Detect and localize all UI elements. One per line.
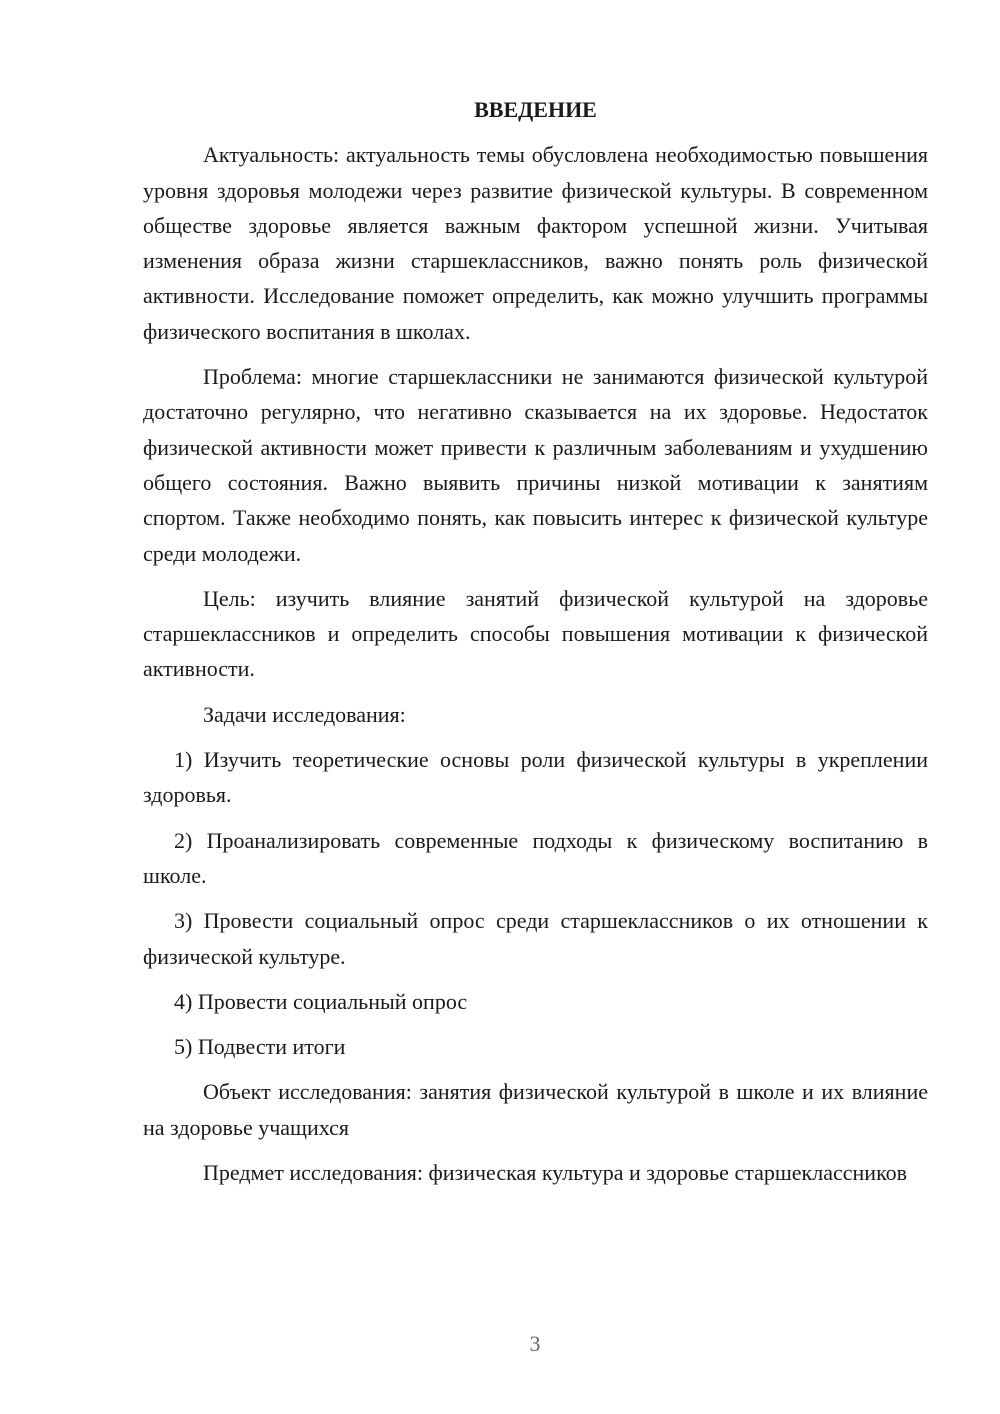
paragraph-goal: Цель: изучить влияние занятий физической культурой на здоровье старшеклассников и определить способы повышения мотивации к физической активности. bbox=[143, 585, 928, 682]
task-item-1: 1) Изучить теоретические основы роли физической культуры в укреплении здоровья. bbox=[143, 747, 928, 808]
paragraph-relevance: Актуальность: актуальность темы обусловлена необходимостью повышения уровня здоровья молодежи через развитие физической культуры. В современном обществе здоровье является важным фактором успешной жизни. Учитывая изменения образа жизни старшеклассников, важно понять роль физической активности. Исследование поможет определить, как можно улучшить программы физического воспитания в школах. bbox=[143, 142, 928, 344]
document-page bbox=[143, 92, 928, 1200]
tasks-heading: Задачи исследования: bbox=[203, 701, 406, 727]
task-item-5: 5) Подвести итоги bbox=[174, 1034, 346, 1060]
paragraph-problem: Проблема: многие старшеклассники не занимаются физической культурой достаточно регулярно, что негативно сказывается на их здоровье. Недостаток физической активности может привести к различным заболеваниям и ухудшению общего состояния. Важно выявить причины низкой мотивации к занятиям спортом. Также необходимо понять, как повысить интерес к физической культуре среди молодежи. bbox=[143, 364, 928, 566]
task-item-4: 4) Провести социальный опрос bbox=[174, 988, 468, 1014]
page-number: 3 bbox=[529, 1331, 541, 1356]
task-item-3: 3) Провести социальный опрос среди старшеклассников о их отношении к физической культуре. bbox=[143, 908, 928, 969]
paragraph-subject: Предмет исследования: физическая культура и здоровье старшеклассников bbox=[203, 1160, 908, 1186]
page-title: ВВЕДЕНИЕ bbox=[474, 97, 597, 122]
paragraph-object: Объект исследования: занятия физической культурой в школе и их влияние на здоровье учащихся bbox=[143, 1079, 928, 1140]
task-item-2: 2) Проанализировать современные подходы к физическому воспитанию в школе. bbox=[143, 827, 928, 888]
